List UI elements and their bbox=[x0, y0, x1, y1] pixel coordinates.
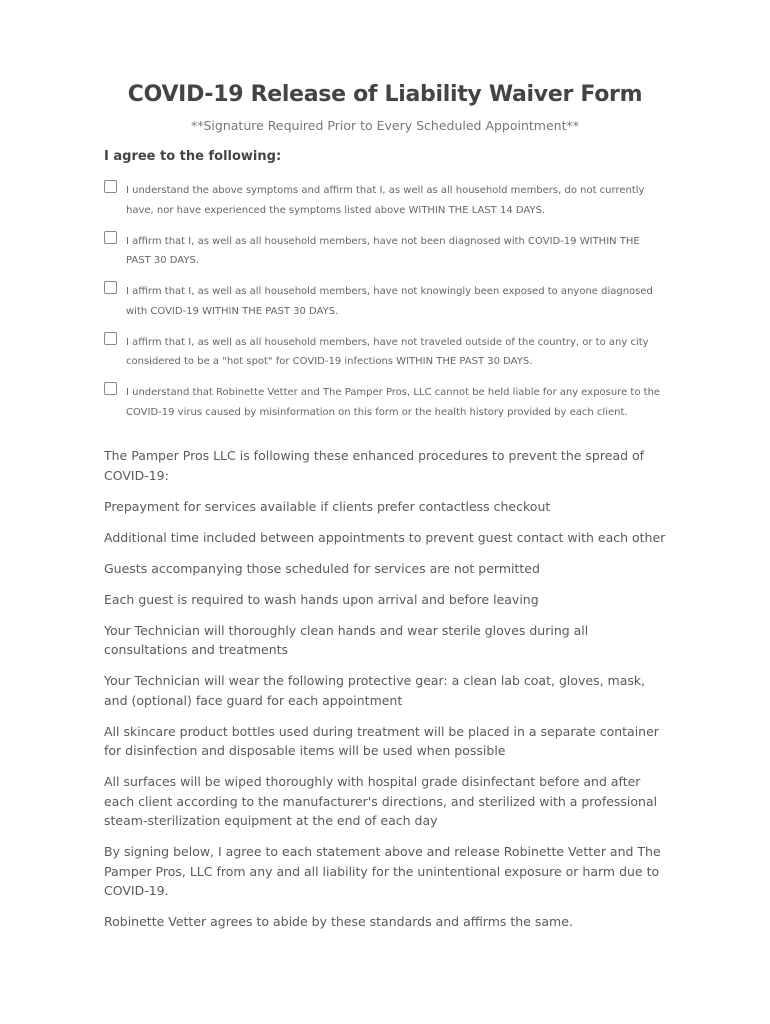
checkbox-symptoms[interactable] bbox=[104, 180, 117, 193]
procedure-item: Prepayment for services available if clients prefer contactless checkout bbox=[104, 498, 551, 514]
procedure-item: Guests accompanying those scheduled for services are not permitted bbox=[104, 560, 540, 576]
checkbox-liability[interactable] bbox=[104, 382, 117, 395]
procedure-item: Your Technician will thoroughly clean hands and wear sterile gloves during all consultations and treatments bbox=[104, 622, 589, 657]
agree-heading: I agree to the following: bbox=[104, 149, 282, 164]
procedure-item: Additional time included between appointments to prevent guest contact with each other bbox=[104, 529, 666, 545]
procedure-item: All surfaces will be wiped thoroughly with hospital grade disinfectant before and after each client according to the manufacturer's directions, and sterilized with a professional steam-sterilization equipment at the end of each day bbox=[104, 774, 658, 828]
page-title: COVID-19 Release of Liability Waiver Form bbox=[127, 82, 643, 107]
checkbox-diagnosed[interactable] bbox=[104, 231, 117, 244]
checklist-item bbox=[104, 330, 664, 381]
agreement-checklist bbox=[104, 178, 664, 431]
procedure-item: Your Technician will wear the following protective gear: a clean lab coat, gloves, mask, and (optional) face guard for each appointment bbox=[104, 673, 646, 708]
procedures-section bbox=[104, 446, 669, 943]
checkbox-exposed[interactable] bbox=[104, 281, 117, 294]
checklist-item-text: I affirm that I, as well as all household members, have not traveled outside of the country, or to any city considered to be a "hot spot" for COVID-19 infections WITHIN THE PAST 30 DAYS. bbox=[126, 336, 649, 367]
checklist-item-text: I affirm that I, as well as all household members, have not been diagnosed with COVID-19 WITHIN THE PAST 30 DAYS. bbox=[126, 235, 640, 266]
procedures-intro: The Pamper Pros LLC is following these enhanced procedures to prevent the spread of COVID-19: bbox=[104, 448, 645, 483]
checklist-item-text: I understand the above symptoms and affirm that I, as well as all household members, do not currently have, nor have experienced the symptoms listed above WITHIN THE LAST 14 DAYS. bbox=[126, 185, 645, 216]
affirmation-statement: Robinette Vetter agrees to abide by these standards and affirms the same. bbox=[104, 914, 573, 929]
checklist-item-text: I affirm that I, as well as all household members, have not knowingly been exposed to anyone diagnosed with COVID-19 WITHIN THE PAST 30 DAYS. bbox=[126, 286, 653, 317]
checklist-item bbox=[104, 279, 664, 330]
release-statement: By signing below, I agree to each statement above and release Robinette Vetter and The Pamper Pros, LLC from any and all liability for the unintentional exposure or harm due to COVID-19. bbox=[104, 844, 661, 898]
procedure-item: All skincare product bottles used during treatment will be placed in a separate container for disinfection and disposable items will be used when possible bbox=[104, 723, 659, 758]
checkbox-traveled[interactable] bbox=[104, 332, 117, 345]
checklist-item bbox=[104, 178, 664, 229]
checklist-item bbox=[104, 229, 664, 280]
page-subtitle: **Signature Required Prior to Every Scheduled Appointment** bbox=[191, 118, 579, 133]
checklist-item-text: I understand that Robinette Vetter and The Pamper Pros, LLC cannot be held liable for any exposure to the COVID-19 virus caused by misinformation on this form or the health history provided by each client. bbox=[126, 387, 661, 418]
procedure-item: Each guest is required to wash hands upon arrival and before leaving bbox=[104, 591, 539, 607]
checklist-item bbox=[104, 380, 664, 431]
